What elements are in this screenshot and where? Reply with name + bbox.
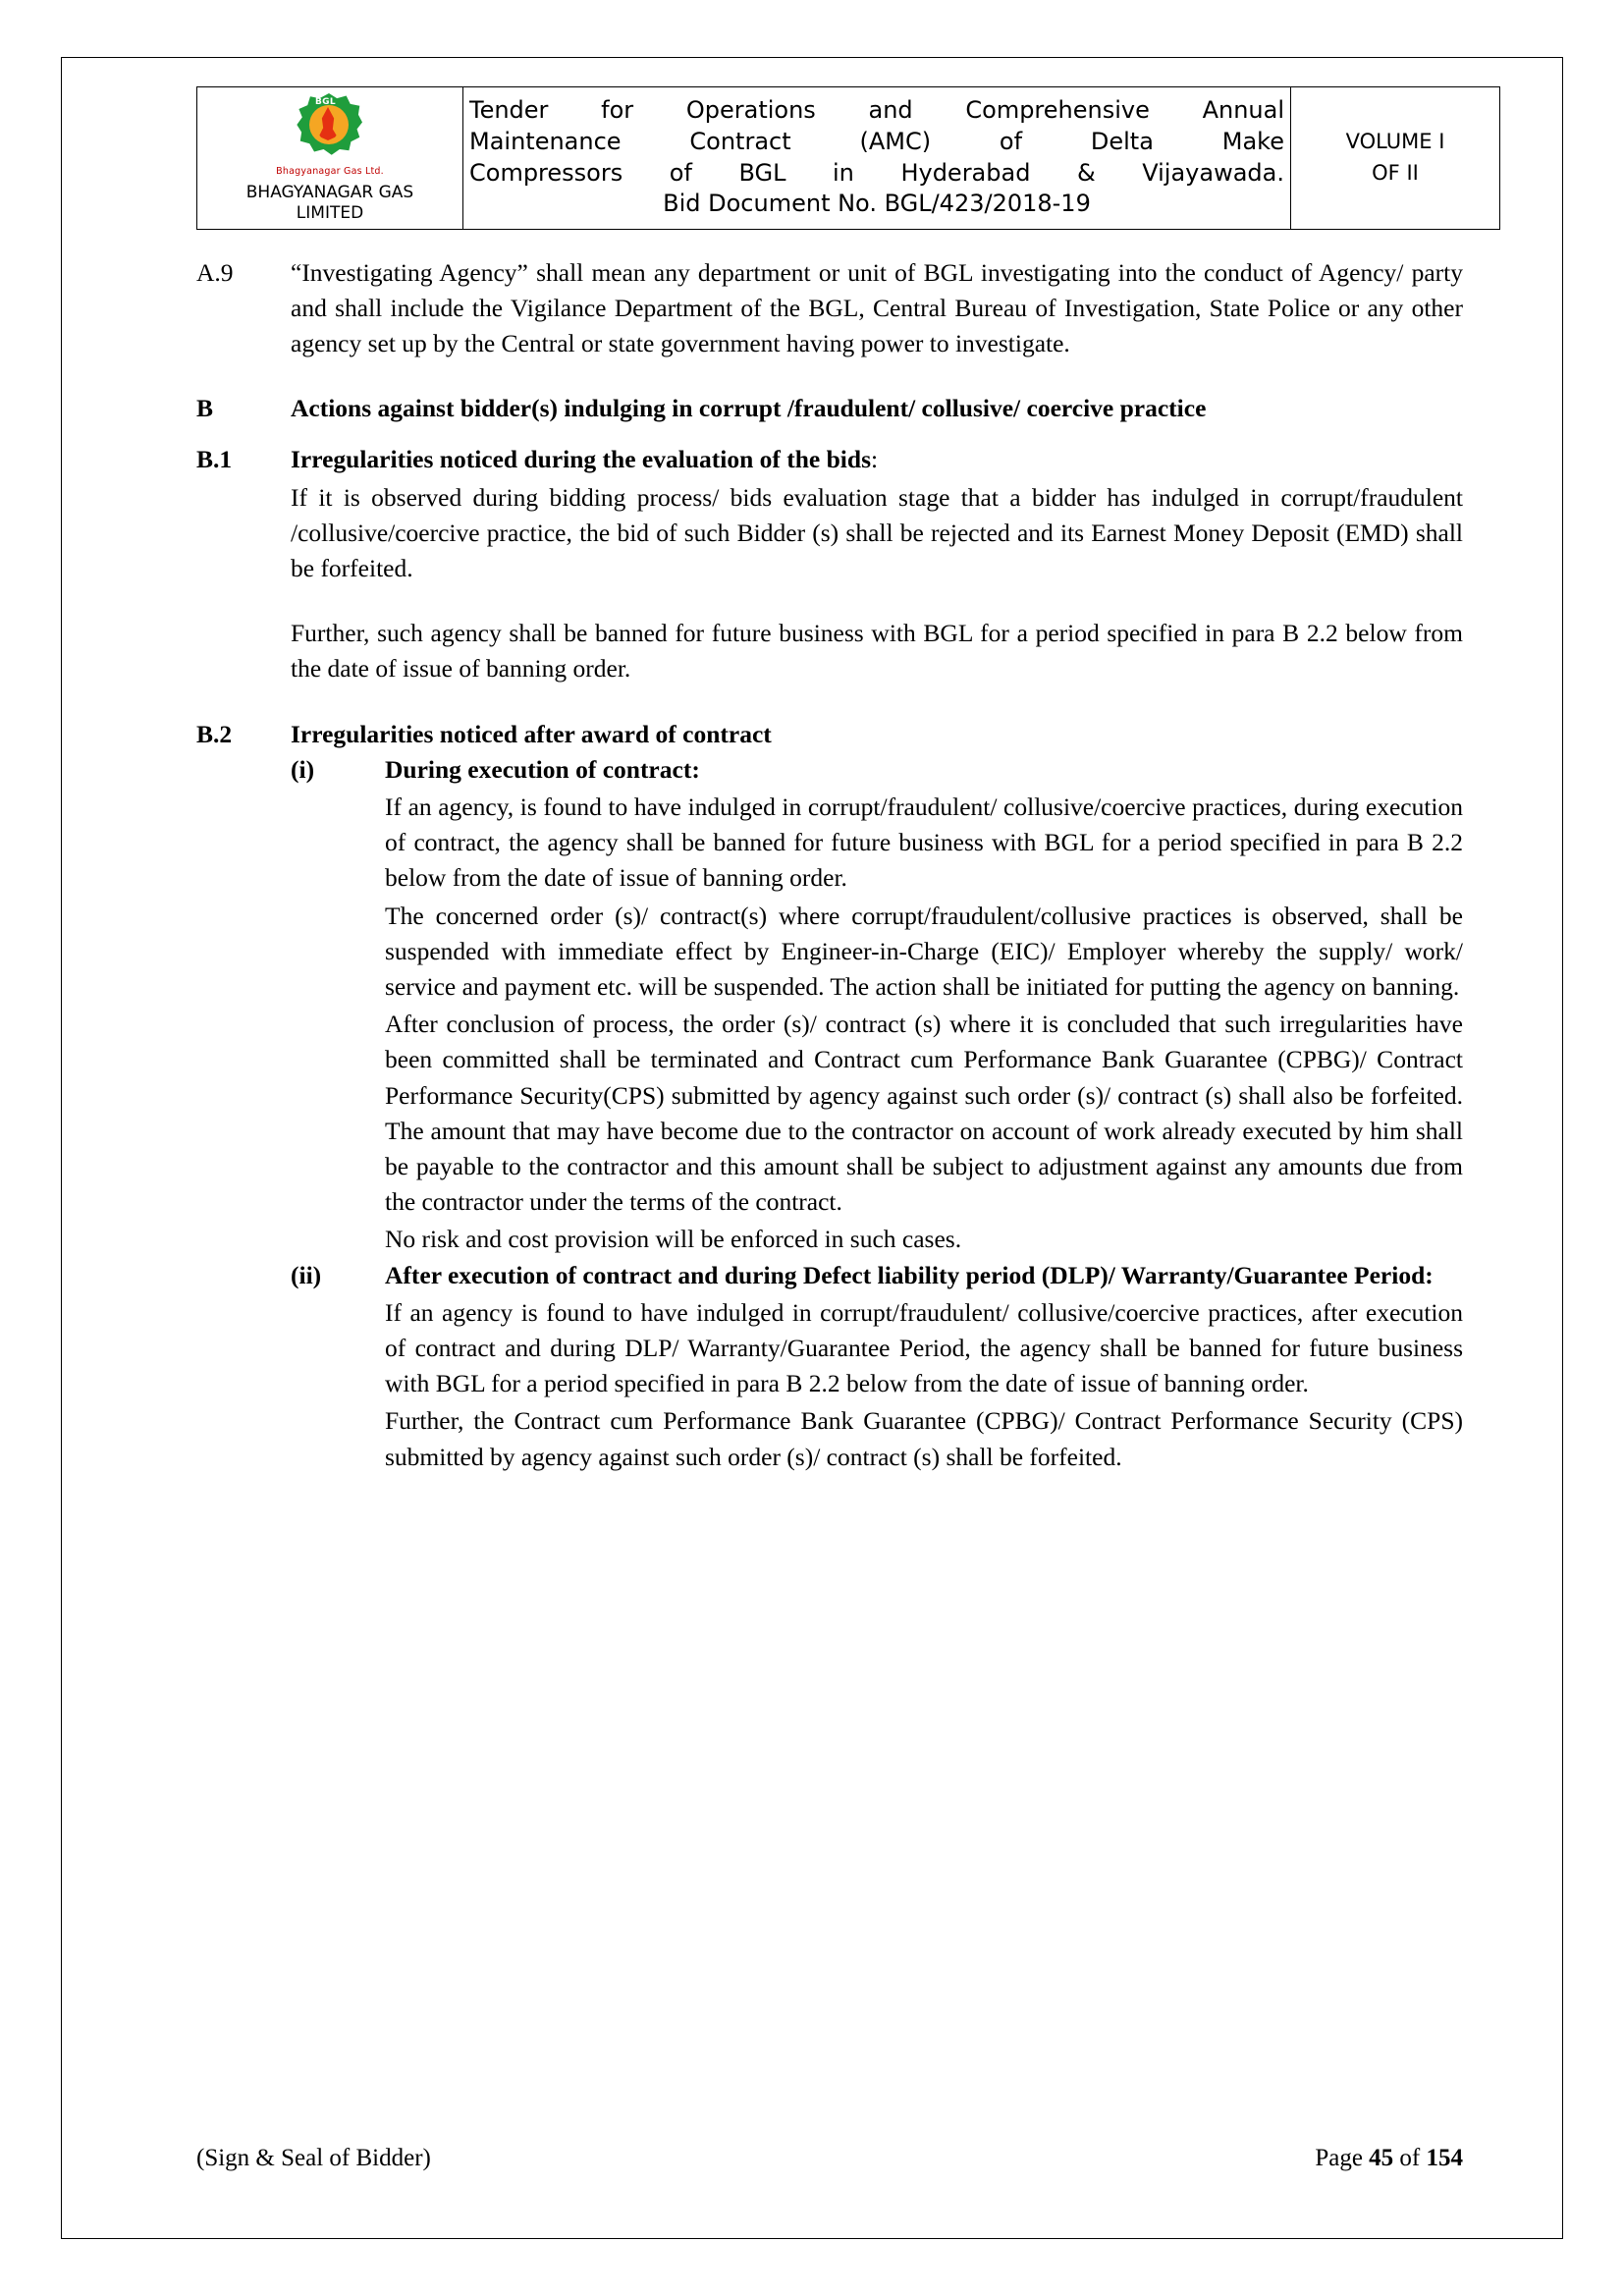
clause-b1-para1: If it is observed during bidding process/ bids evaluation stage that a bidder has indulged in corrupt/fraudulent /collusive/coercive practice, the bid of such Bidder (s) shall be rejected and its Earnest Money Deposit (EMD) shall be forfeited. [291,482,1463,582]
header-title-line1: Tender for Operations and Comprehensive Annual [469,96,1284,125]
document-header-table [196,86,1500,230]
clause-b2-item-ii-para2: Further, the Contract cum Performance Bank Guarantee (CPBG)/ Contract Performance Security (CPS) submitted by agency against such order (s)/ contract (s) shall be forfeited. [385,1406,1463,1471]
footer-page-total: 154 [1426,2145,1463,2171]
clause-b1-heading: Irregularities noticed during the evaluation of the bids [291,445,871,474]
header-title-cell [463,87,1291,230]
clause-b-heading: Actions against bidder(s) indulging in corrupt /fraudulent/ collusive/ coercive practice [291,394,1207,423]
header-volume-cell [1291,87,1500,230]
clause-b1-heading-suffix: : [871,445,879,474]
clause-b1-body [291,442,1463,686]
clause-b2-number: B.2 [196,719,233,748]
header-logo-cell [197,87,463,230]
clause-b2-item-i-para2: The concerned order (s)/ contract(s) where corrupt/fraudulent/collusive practices is observed, shall be suspended with immediate effect by Engineer-in-Charge (EIC)/ Employer whereby the supply/ work/ service and payment etc. will be suspended. The action shall be initiated for putting the agency on banning. [385,901,1463,1001]
logo-tagline: Bhagyanagar Gas Ltd. [276,166,384,177]
clause-a9 [196,255,1463,362]
clause-b2-item-ii-para1: If an agency is found to have indulged in corrupt/fraudulent/ collusive/coercive practices, after execution of contract and during DLP/ Warranty/Guarantee Period, the agency shall be banned for future business with BGL for a period specified in para B 2.2 below from the date of issue of banning order. [385,1297,1463,1398]
company-name-line2: LIMITED [296,203,364,224]
document-body [196,255,1463,1475]
footer-page-number [1315,2145,1463,2172]
clause-b2-item-i-body [385,752,1463,1258]
clause-a9-number: A.9 [196,257,234,287]
footer-sign-seal: (Sign & Seal of Bidder) [196,2145,431,2171]
header-bid-document-no: Bid Document No. BGL/423/2018-19 [663,190,1091,218]
footer-page-of: of [1393,2145,1427,2171]
header-title-line2: Maintenance Contract (AMC) of Delta Make [469,128,1284,156]
volume-line2: OF II [1372,160,1419,185]
bgl-logo-icon [288,91,372,164]
clause-b [196,391,1463,426]
clause-b2-item-ii-marker: (ii) [291,1260,322,1289]
clause-b2-item-ii-body [385,1258,1463,1475]
clause-b1-para2: Further, such agency shall be banned for future business with BGL for a period specified in para B 2.2 below from the date of issue of banning order. [291,619,1463,683]
clause-b2 [196,717,1463,752]
volume-line1: VOLUME I [1345,130,1445,154]
clause-b2-item-i [291,752,1463,1258]
clause-b2-item-i-heading: During execution of contract: [385,754,700,784]
clause-b1 [196,442,1463,686]
clause-b2-item-i-para4: No risk and cost provision will be enforced in such cases. [385,1225,962,1254]
clause-b-number: B [196,394,214,423]
clause-b2-item-i-para3: After conclusion of process, the order (s)/ contract (s) where it is concluded that such irregularities have been committed shall be terminated and Contract cum Performance Bank Guarantee (CPBG)/ Contract Performance Security(CPS) submitted by agency against such order (s)/ contract (s) shall also be forfeited. The amount that may have become due to the contractor on account of work already executed by him shall be payable to the contractor and this amount shall be subject to adjustment against any amounts due from the contractor under the terms of the contract. [385,1010,1463,1217]
footer-page-prefix: Page [1315,2145,1370,2171]
page-content [196,86,1463,1475]
clause-b2-item-i-marker: (i) [291,754,315,784]
clause-b2-item-i-para1: If an agency, is found to have indulged in corrupt/fraudulent/ collusive/coercive practices, during execution of contract, the agency shall be banned for future business with BGL for a period specified in para B 2.2 below from the date of issue of banning order. [385,792,1463,893]
clause-b2-heading: Irregularities noticed after award of contract [291,719,772,748]
footer-page-current: 45 [1369,2145,1394,2171]
logo-mark-text: BGL [315,97,336,107]
header-title-line3: Compressors of BGL in Hyderabad & Vijayawada. [469,158,1284,187]
clause-b2-item-ii-heading: After execution of contract and during Defect liability period (DLP)/ Warranty/Guarantee Period: [385,1260,1434,1289]
page-footer [196,2145,1463,2172]
company-name-line1: BHAGYANAGAR GAS [245,183,414,202]
clause-b1-number: B.1 [196,445,233,474]
clause-a9-text: “Investigating Agency” shall mean any department or unit of BGL investigating into the conduct of Agency/ party and shall include the Vigilance Department of the BGL, Central Bureau of Investigation, State Police or any other agency set up by the Central or state government having power to investigate. [291,257,1463,357]
clause-b2-item-ii [291,1258,1463,1475]
